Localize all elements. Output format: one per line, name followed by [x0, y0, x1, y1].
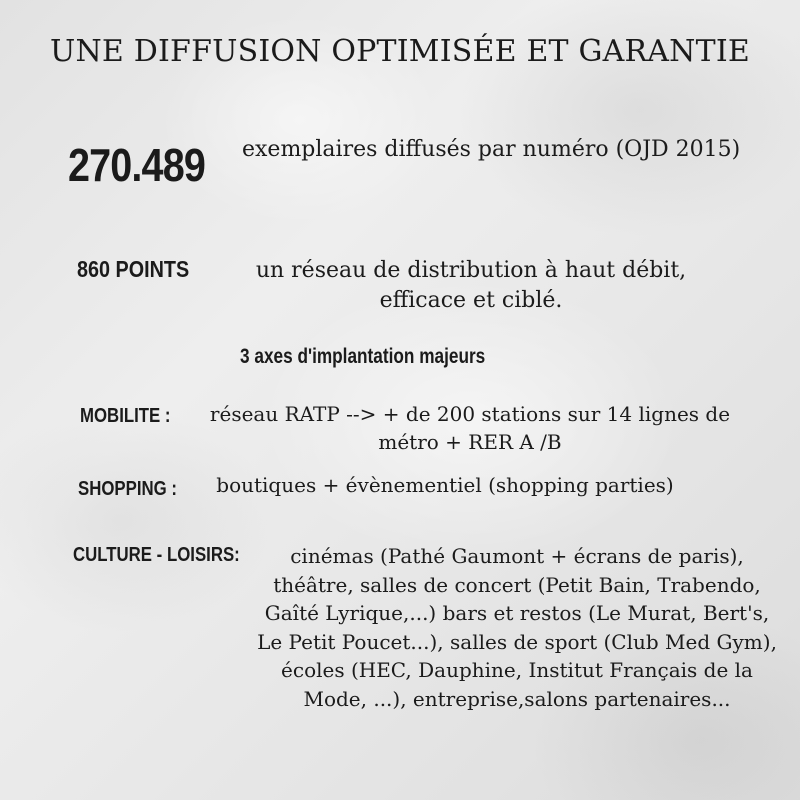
axis-description-culture-loisirs: cinémas (Pathé Gaumont + écrans de paris), théâtre, salles de concert (Petit Bain, Trabendo, Gaîté Lyrique,...) bars et restos (Le Murat, Bert's, Le Petit Poucet...), salles de sport (Club Med Gym), écoles (HEC, Dauphine, Institut Français de la Mode, ...), entreprise,salons partenaires...	[257, 544, 777, 711]
axis-label-shopping: SHOPPING :	[78, 478, 177, 500]
network-description: un réseau de distribution à haut débit, efficace et ciblé.	[255, 258, 687, 313]
axis-description-mobilite: réseau RATP --> + de 200 stations sur 14 lignes de métro + RER A /B	[209, 402, 731, 454]
axes-heading: 3 axes d'implantation majeurs	[240, 345, 486, 368]
page-title: UNE DIFFUSION OPTIMISÉE ET GARANTIE	[49, 34, 750, 69]
circulation-number: 270.489	[68, 139, 205, 191]
axis-label-mobilite: MOBILITE :	[80, 405, 171, 427]
circulation-description: exemplaires diffusés par numéro (OJD 2015)	[242, 137, 741, 162]
axis-label-culture-loisirs: CULTURE - LOISIRS:	[73, 544, 240, 566]
axis-description-shopping: boutiques + évènementiel (shopping parties)	[216, 473, 674, 497]
network-points: 860 POINTS	[77, 256, 190, 282]
